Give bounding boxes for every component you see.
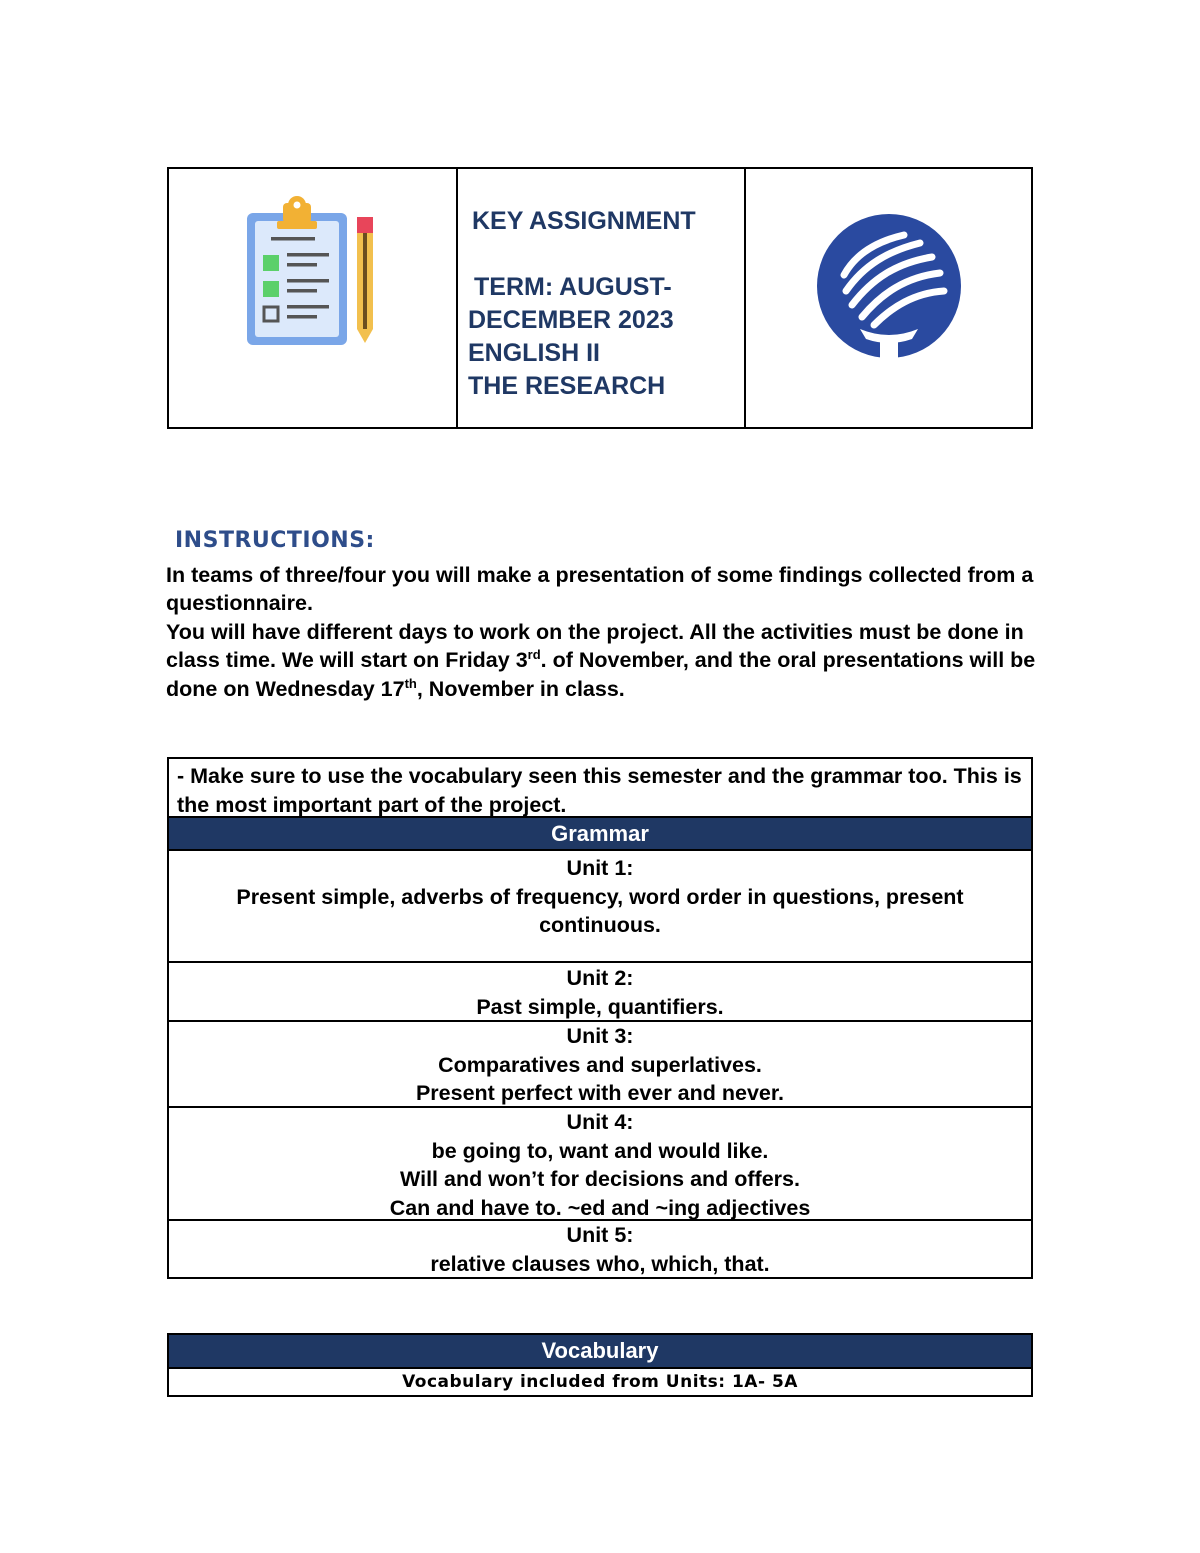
unit-content: Can and have to. ~ed and ~ing adjectives bbox=[389, 1195, 811, 1220]
instructions-paragraph-1: In teams of three/four you will make a presentation of some findings collected from a questionnaire. bbox=[166, 563, 1034, 616]
instructions-paragraph-2: You will have different days to work on the project. All the activities must be done in class time. We will start on Friday 3rd. of November, and the oral presentations will be done on Wednesday 17th, November in class. bbox=[166, 619, 1036, 701]
header-title-cell bbox=[458, 169, 746, 427]
grammar-unit-3 bbox=[169, 1020, 1031, 1106]
grammar-unit-4 bbox=[169, 1106, 1031, 1219]
title-key-assignment: KEY ASSIGNMENT bbox=[472, 207, 696, 235]
unit-content: Present simple, adverbs of frequency, word order in questions, present continuous. bbox=[236, 884, 964, 937]
grammar-unit-2 bbox=[169, 961, 1031, 1020]
grammar-intro: - Make sure to use the vocabulary seen this semester and the grammar too. This is the most important part of the project. bbox=[177, 764, 1022, 817]
unit-title: Unit 3: bbox=[566, 1024, 634, 1048]
unit-content: Comparatives and superlatives. bbox=[438, 1052, 762, 1077]
torch-logo-icon bbox=[816, 213, 962, 359]
instructions-heading: INSTRUCTIONS: bbox=[175, 528, 375, 553]
unit-title: Unit 5: bbox=[566, 1223, 634, 1247]
vocabulary-text: Vocabulary included from Units: 1A- 5A bbox=[402, 1372, 798, 1392]
grammar-table bbox=[167, 757, 1033, 1279]
grammar-heading: Grammar bbox=[169, 816, 1031, 849]
vocabulary-heading: Vocabulary bbox=[169, 1335, 1031, 1369]
unit-title: Unit 2: bbox=[566, 966, 634, 990]
title-term: TERM: AUGUST- bbox=[474, 273, 672, 301]
unit-content: Past simple, quantifiers. bbox=[476, 994, 724, 1019]
header-right-cell bbox=[746, 169, 1031, 427]
grammar-unit-5 bbox=[169, 1219, 1031, 1277]
unit-content: Will and won’t for decisions and offers. bbox=[400, 1167, 800, 1191]
unit-title: Unit 4: bbox=[566, 1110, 634, 1134]
document-title bbox=[468, 205, 696, 403]
unit-content: relative clauses who, which, that. bbox=[430, 1251, 770, 1276]
unit-title: Unit 1: bbox=[566, 856, 634, 880]
grammar-unit-1 bbox=[169, 849, 1031, 961]
clipboard-checklist-icon bbox=[245, 193, 385, 345]
unit-content: Present perfect with ever and never. bbox=[415, 1081, 785, 1105]
header-table bbox=[167, 167, 1033, 429]
header-left-cell bbox=[169, 169, 458, 427]
vocabulary-table bbox=[167, 1333, 1033, 1397]
unit-content: be going to, want and would like. bbox=[431, 1138, 769, 1163]
title-project: THE RESEARCH bbox=[468, 372, 666, 400]
title-course: ENGLISH II bbox=[468, 339, 600, 367]
title-term-dates: DECEMBER 2023 bbox=[468, 306, 674, 334]
instructions-text bbox=[166, 561, 1046, 703]
